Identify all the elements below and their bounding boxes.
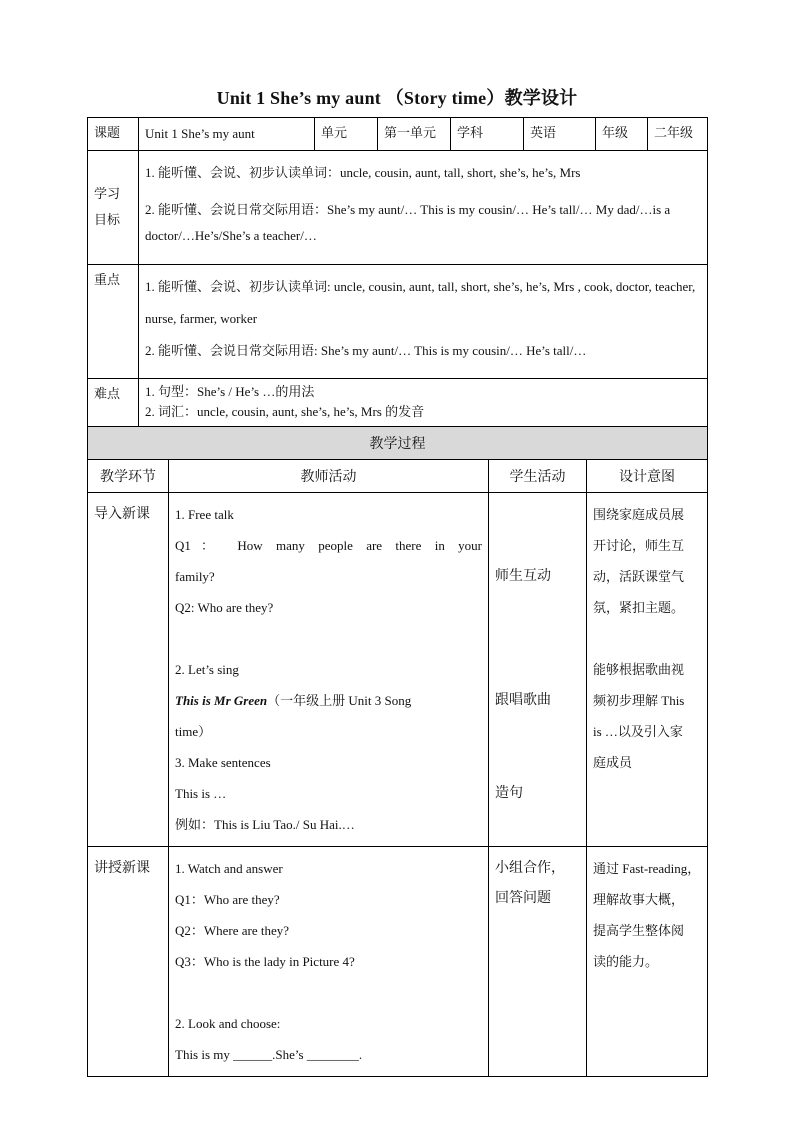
grade-label: 年级: [596, 118, 648, 151]
design-a-3: 动，活跃课堂气: [593, 569, 685, 584]
difficulties-label: 难点: [88, 379, 139, 431]
teaching-process-table: [87, 426, 708, 1077]
process-banner: 教学过程: [88, 427, 708, 460]
design-a-1: 围绕家庭成员展: [593, 507, 685, 522]
watch-answer: 1. Watch and answer: [175, 861, 283, 876]
student-sentences: 造句: [495, 785, 523, 801]
lesson-info-table: [87, 117, 708, 431]
new-question-3: Q3：Who is the lady in Picture 4?: [175, 954, 355, 969]
fill-sentence: This is my ______.She’s ________.: [175, 1047, 363, 1062]
student-interact: 师生互动: [495, 568, 551, 584]
objectives-cell: [139, 151, 708, 265]
stage-new: 讲授新课: [88, 847, 169, 1077]
student-answer: 回答问题: [495, 890, 551, 906]
new-question-2: Q2：Where are they?: [175, 923, 290, 938]
key-points-cell: [139, 265, 708, 379]
design-b-2: 频初步理解 This: [593, 693, 685, 708]
song-source: （一年级上册 Unit 3 Song: [267, 693, 412, 708]
this-is-pattern: This is …: [175, 786, 227, 801]
question-1: Q1： How many people are there in your: [175, 538, 482, 553]
teacher-activity-new: [169, 847, 489, 1077]
course-value: Unit 1 She’s my aunt: [139, 118, 315, 151]
design-b-3: is …以及引入家: [593, 724, 683, 739]
student-group: 小组合作，: [495, 860, 565, 876]
difficulties-cell: [139, 379, 708, 431]
design-b-1: 能够根据歌曲视: [593, 662, 685, 677]
question-2: Q2: Who are they?: [175, 600, 274, 615]
student-sing: 跟唱歌曲: [495, 692, 551, 708]
course-label: 课题: [88, 118, 139, 151]
objectives-label: 学习目标: [88, 151, 139, 265]
objective-1: 1. 能听懂、会说、初步认读单词：uncle, cousin, aunt, tall, short, she’s, he’s, Mrs: [145, 165, 581, 180]
design-intent-intro: [587, 493, 708, 847]
free-talk: 1. Free talk: [175, 507, 234, 522]
header-teacher: 教师活动: [169, 460, 489, 493]
design-new-1: 通过 Fast-reading，: [593, 861, 701, 876]
page-title: [0, 84, 794, 110]
student-activity-intro: [489, 493, 587, 847]
title-english: Unit 1 She’s my aunt （Story time）: [216, 88, 505, 108]
design-new-3: 提高学生整体阅: [593, 923, 685, 938]
design-new-4: 读的能力。: [593, 954, 659, 969]
grade-value: 二年级: [648, 118, 708, 151]
design-a-2: 开讨论，师生互: [593, 538, 685, 553]
look-choose: 2. Look and choose:: [175, 1016, 281, 1031]
difficulty-1: 1. 句型：She’s / He’s …的用法: [145, 384, 315, 399]
key-point-2: 2. 能听懂、会说日常交际用语: She’s my aunt/… This is my cousin/… He’s tall/…: [145, 343, 587, 358]
song-title: This is Mr Green: [175, 693, 268, 708]
stage-intro: 导入新课: [88, 493, 169, 847]
teacher-activity-intro: [169, 493, 489, 847]
design-b-4: 庭成员: [593, 755, 633, 770]
key-points-label: 重点: [88, 265, 139, 379]
objective-2: 2. 能听懂、会说日常交际用语：She’s my aunt/… This is my cousin/… He’s tall/… My dad/…is a doctor/…He’s/She’s a teacher/…: [145, 202, 671, 243]
question-1-cont: family?: [175, 569, 215, 584]
unit-label: 单元: [315, 118, 378, 151]
header-design: 设计意图: [587, 460, 708, 493]
title-chinese: 教学设计: [504, 88, 578, 109]
design-intent-new: [587, 847, 708, 1077]
song-source-end: time）: [175, 724, 212, 739]
new-question-1: Q1：Who are they?: [175, 892, 280, 907]
make-sentences: 3. Make sentences: [175, 755, 271, 770]
song-line: [175, 685, 482, 716]
header-stage: 教学环节: [88, 460, 169, 493]
difficulty-2: 2. 词汇：uncle, cousin, aunt, she’s, he’s, Mrs 的发音: [145, 404, 425, 419]
subject-value: 英语: [524, 118, 596, 151]
subject-label: 学科: [451, 118, 524, 151]
lets-sing: 2. Let’s sing: [175, 662, 239, 677]
design-new-2: 理解故事大概，: [593, 892, 685, 907]
example-sentence: 例如：This is Liu Tao./ Su Hai.…: [175, 817, 355, 832]
design-a-4: 氛，紧扣主题。: [593, 600, 685, 615]
unit-value: 第一单元: [378, 118, 451, 151]
student-activity-new: [489, 847, 587, 1077]
header-student: 学生活动: [489, 460, 587, 493]
key-point-1: 1. 能听懂、会说、初步认读单词: uncle, cousin, aunt, tall, short, she’s, he’s, Mrs , cook, doctor, teacher, nurse, farmer, worker: [145, 279, 696, 326]
